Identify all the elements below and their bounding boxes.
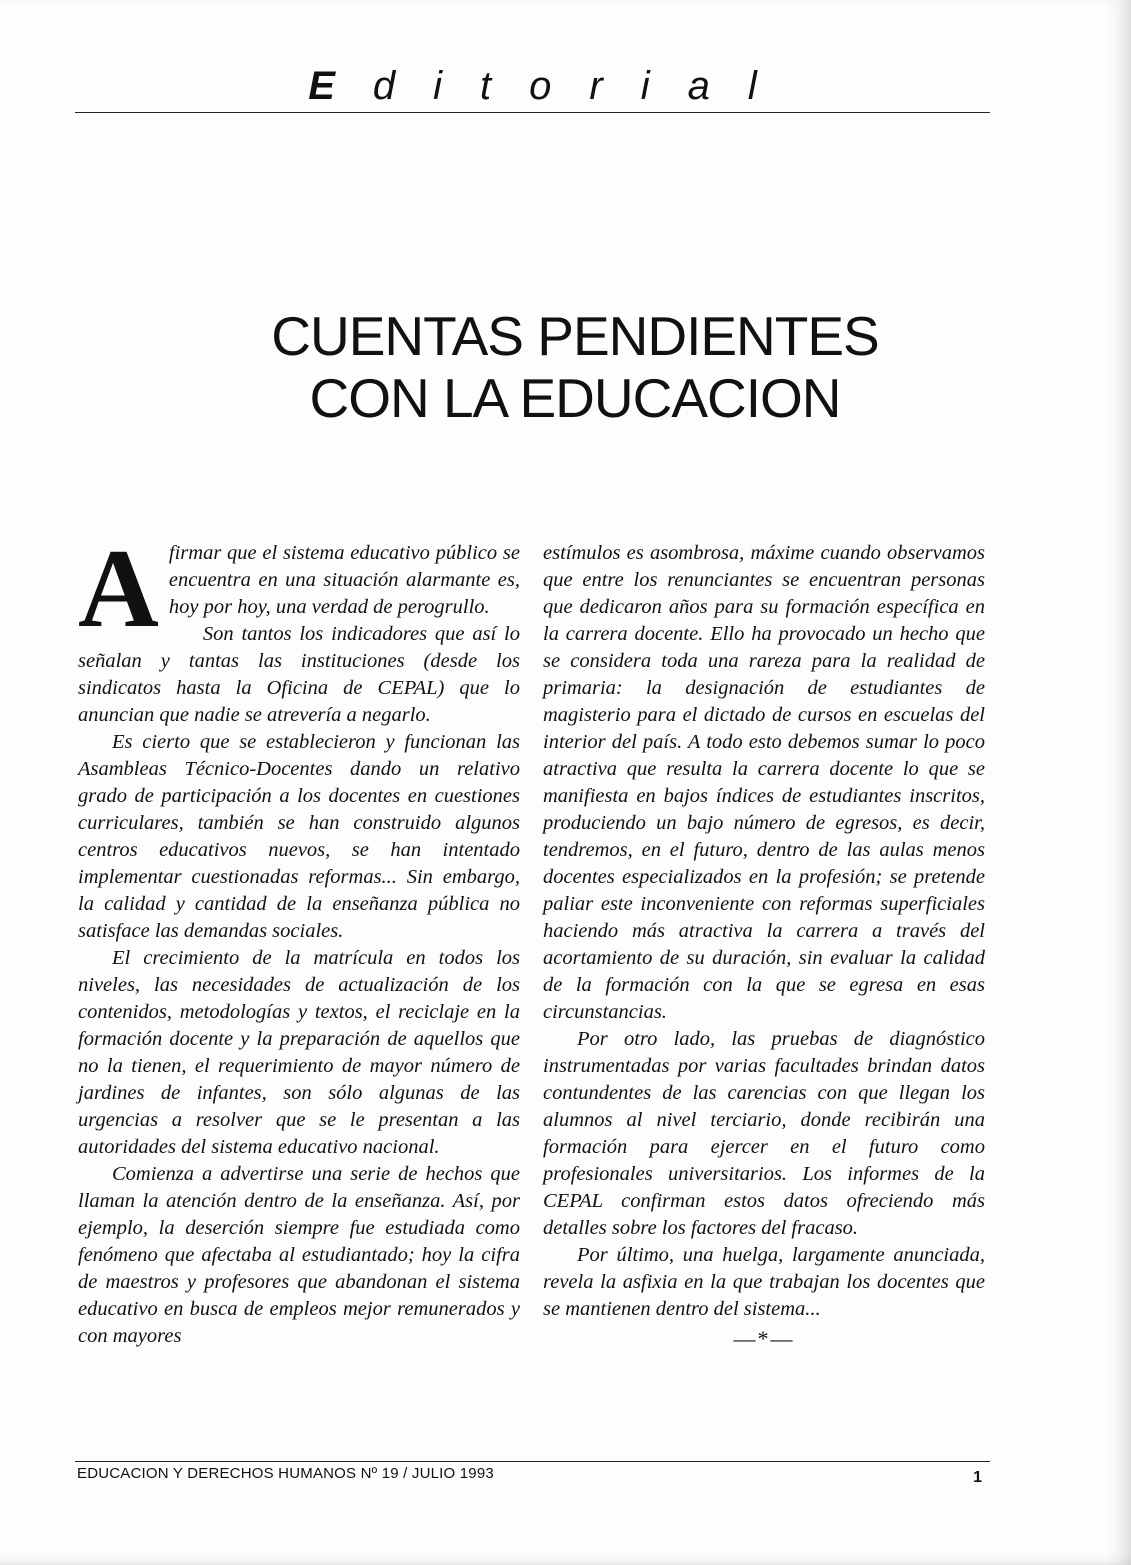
page-footer xyxy=(75,1461,990,1492)
paragraph-6: Por otro lado, las pruebas de diagnóstico instrumentadas por varias facultades brindan datos contundentes de las carencias con que llegan los alumnos al nivel terciario, donde recibirán una formación para ejercer en el futuro como profesionales universitarios. Los informes de la CEPAL confirman estos datos ofreciendo más detalles sobre los factores del fracaso. xyxy=(543,1028,985,1239)
publication-info: EDUCACION Y DERECHOS HUMANOS Nº 19 / JULIO 1993 xyxy=(77,1465,494,1482)
article-title xyxy=(75,305,1075,429)
paragraph-5: Comienza a advertirse una serie de hechos que llaman la atención dentro de la enseñanza. Así, por ejemplo, la deserción siempre fue estudiada como fenómeno que afectaba al estudiantado; hoy la cifra de maestros y profesores que abandonan el sistema educativo en busca de empleos mejor remunerados y con mayores xyxy=(78,1163,520,1347)
page-number: 1 xyxy=(973,1469,982,1486)
drop-cap: A xyxy=(78,527,159,651)
paragraph-7: Por último, una huelga, largamente anunciada, revela la asfixia en la que trabajan los docentes que se mantienen dentro del sistema... xyxy=(543,1244,985,1320)
paragraph-3: Es cierto que se establecieron y funcionan las Asambleas Técnico-Docentes dando un relativo grado de participación a los docentes en cuestiones curriculares, también se han construido algunos centros educativos nuevos, se han intentado implementar cuestionadas reformas... Sin embargo, la calidad y cantidad de la enseñanza pública no satisface las demandas sociales. xyxy=(78,731,520,942)
article-title-line-2: CON LA EDUCACION xyxy=(309,367,841,429)
end-separator: —*— xyxy=(733,1326,795,1351)
article-column-right xyxy=(543,540,985,1352)
paragraph-5-continued: estímulos es asombrosa, máxime cuando observamos que entre los renunciantes se encuentran personas que dedicaron años para su formación específica en la carrera docente. Ello ha provocado un hecho que se considera toda una rareza para la realidad de primaria: la designación de estudiantes de magisterio para el dictado de cursos en escuelas del interior del país. A todo esto debemos sumar lo poco atractiva que resulta la carrera docente lo que se manifiesta en bajos índices de estudiantes inscritos, produciendo un bajo número de egresos, es decir, tendremos, en el futuro, dentro de las aulas menos docentes especializados en la profesión; se pretende paliar este inconveniente con reformas superficiales haciendo más atractiva la carrera a través del acortamiento de su duración, sin evaluar la calidad de la formación con la que se egresa en esas circunstancias. xyxy=(543,542,985,1023)
article-title-line-1: CUENTAS PENDIENTES xyxy=(271,305,879,367)
paragraph-4: El crecimiento de la matrícula en todos los niveles, las necesidades de actualización de los contenidos, metodologías y textos, el reciclaje en la formación docente y la preparación de aquellos que no la tienen, el requerimiento de mayor número de jardines de infantes, son sólo algunas de las urgencias a resolver que se le presentan a las autoridades del sistema educativo nacional. xyxy=(78,947,520,1158)
section-label-initial: E xyxy=(308,64,373,108)
paragraph-1-text: firmar que el sistema educativo público se encuentra en una situación alarmante es, hoy por hoy, una verdad de perogrullo. xyxy=(168,542,520,618)
article-column-left xyxy=(78,527,520,1350)
paragraph-1 xyxy=(78,527,520,651)
section-header xyxy=(75,58,990,113)
section-label xyxy=(75,66,990,106)
section-label-rest: ditorial xyxy=(372,64,795,108)
paragraph-2: Son tantos los indicadores que así lo señalan y tantas las instituciones (desde los sindicatos hasta la Oficina de CEPAL) que lo anuncian que nadie se atrevería a negarlo. xyxy=(78,623,520,726)
